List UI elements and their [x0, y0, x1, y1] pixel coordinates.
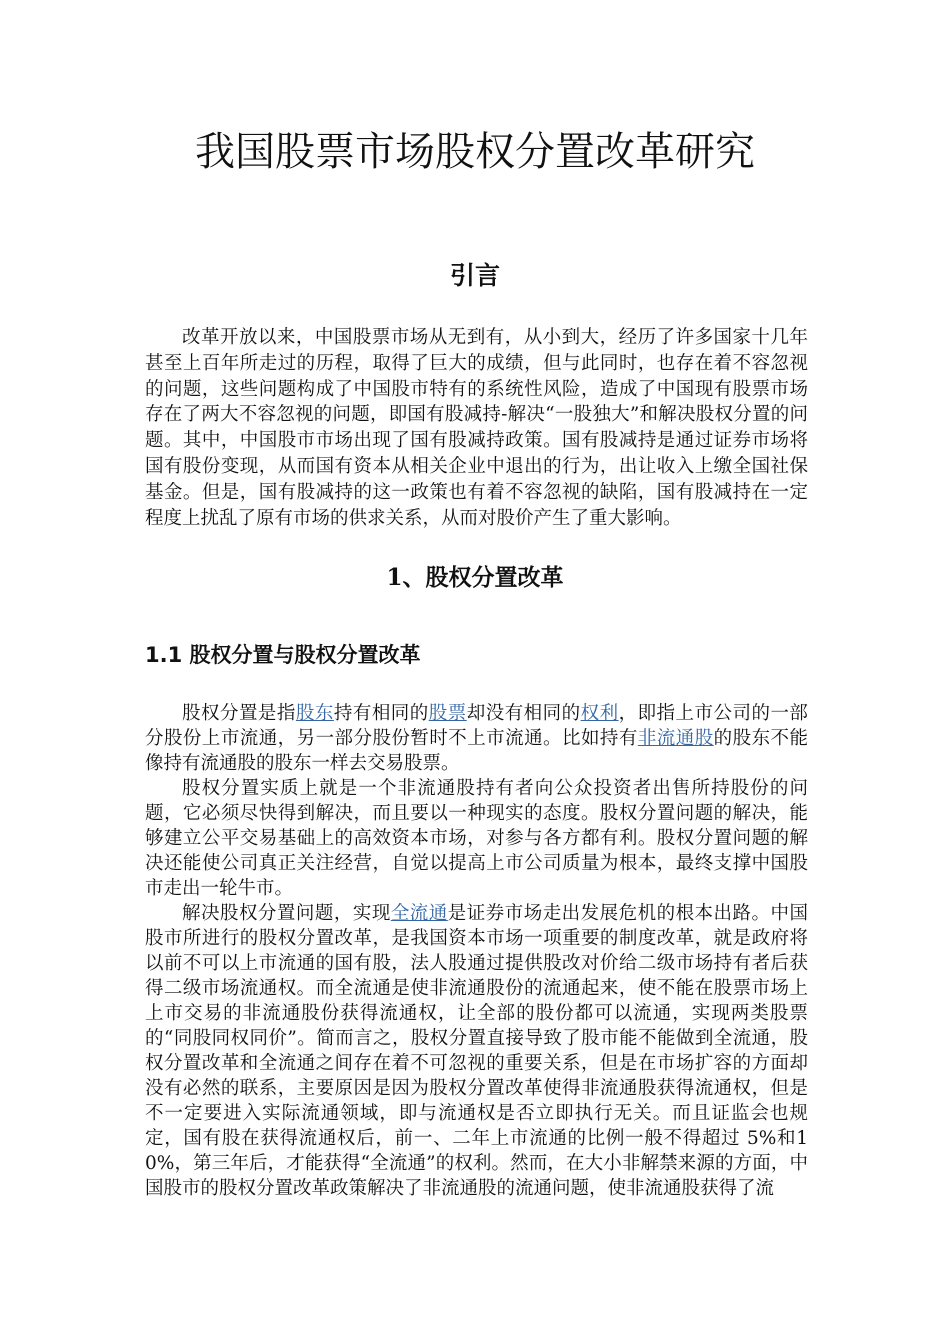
- document-title: 我国股票市场股权分置改革研究: [195, 129, 755, 175]
- link-full-circulation[interactable]: 全流通: [390, 903, 448, 924]
- link-shareholder[interactable]: 股东: [295, 703, 334, 724]
- paragraph-full-circulation: [145, 901, 808, 1201]
- subsection-1-1-body: [145, 701, 808, 1201]
- intro-body: [145, 325, 808, 531]
- paragraph-text: 却没有相同的: [466, 703, 581, 724]
- paragraph-share-split-definition: [145, 701, 808, 776]
- link-stock[interactable]: 股票: [428, 703, 467, 724]
- intro-paragraph: 改革开放以来，中国股票市场从无到有，从小到大，经历了许多国家十几年甚至上百年所走过的历程，取得了巨大的成绩，但与此同时，也存在着不容忽视的问题，这些问题构成了中国股市特有的系统性风险，造成了中国现有股票市场存在了两大不容忽视的问题，即国有股减持-解决“一股独大”和解决股权分置的问题。其中，中国股市市场出现了国有股减持政策。国有股减持是通过证券市场将国有股份变现，从而国有资本从相关企业中退出的行为，出让收入上缴全国社保基金。但是，国有股减持的这一政策也有着不容忽视的缺陷，国有股减持在一定程度上扰乱了原有市场的供求关系，从而对股价产生了重大影响。: [145, 327, 808, 529]
- paragraph-text: 解决股权分置问题，实现: [182, 903, 391, 924]
- paragraph-text: 持有相同的: [333, 703, 429, 724]
- section-1-heading: 1、股权分置改革: [386, 564, 564, 591]
- paragraph-text: 股权分置实质上就是一个非流通股持有者向公众投资者出售所持股份的问题，它必须尽快得到解决，而且要以一种现实的态度。股权分置问题的解决，能够建立公平交易基础上的高效资本市场，对参与各方都有利。股权分置问题的解决还能使公司真正关注经营，自觉以提高上市公司质量为根本，最终支撑中国股市走出一轮牛市。: [145, 778, 808, 899]
- paragraph-text: 的股东不能像持有流通股的股东一样去交易股票。: [145, 728, 808, 774]
- subsection-1-1-heading: 1.1 股权分置与股权分置改革: [145, 643, 421, 667]
- paragraph-text: 股权分置是指: [182, 703, 296, 724]
- paragraph-text: 是证券市场走出发展危机的根本出路。中国股市所进行的股权分置改革，是我国资本市场一项重要的制度改革，就是政府将以前不可以上市流通的国有股，法人股通过提供股改对价给二级市场持有者后获得二级市场流通权。而全流通是使非流通股份的流通起来，使不能在股票市场上上市交易的非流通股份获得流通权，让全部的股份都可以流通，实现两类股票的“同股同权同价”。简而言之，股权分置直接导致了股市能不能做到全流通，股权分置改革和全流通之间存在着不可忽视的重要关系，但是在市场扩容的方面却没有必然的联系，主要原因是因为股权分置改革使得非流通股获得流通权，但是不一定要进入实际流通领域，即与流通权是否立即执行无关。而且证监会也规定，国有股在获得流通权后，前一、二年上市流通的比例一般不得超过 5%和10%，第三年后，才能获得“全流通”的权利。然而，在大小非解禁来源的方面，中国股市的股权分置改革政策解决了非流通股的流通问题，使非流通股获得了流: [145, 903, 808, 1199]
- intro-heading: 引言: [449, 261, 500, 290]
- paragraph-text: ，即指上市公司的一部分股份上市流通，另一部分股份暂时不上市流通。比如持有: [145, 703, 808, 749]
- paragraph-share-split-essence: [145, 776, 808, 901]
- link-rights[interactable]: 权利: [580, 703, 619, 724]
- link-non-tradable-shares[interactable]: 非流通股: [637, 728, 714, 749]
